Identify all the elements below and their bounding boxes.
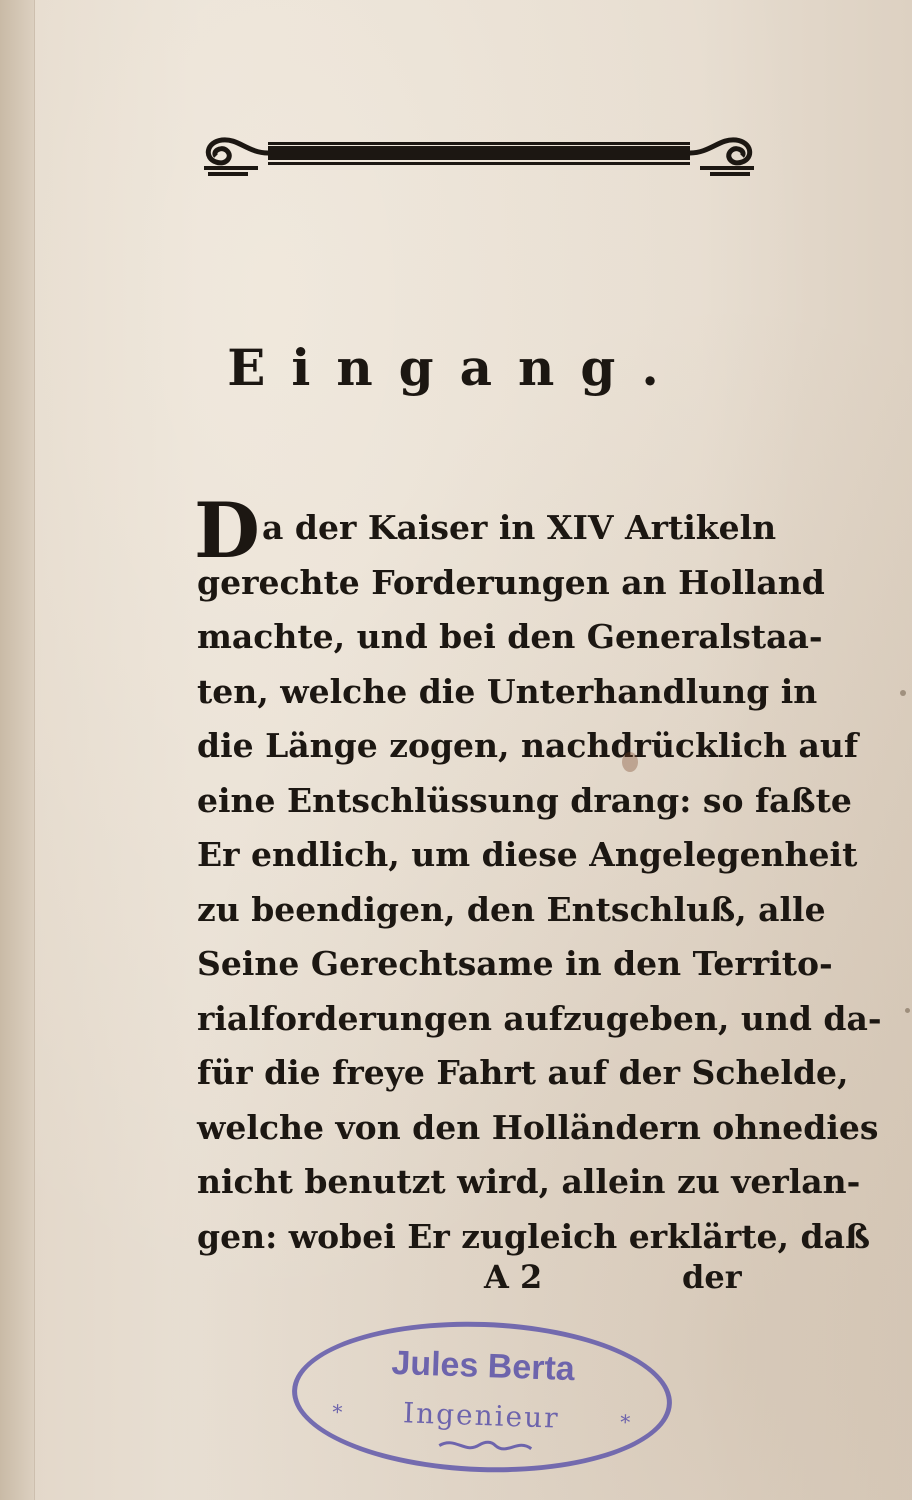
text-line: Er endlich, um diese Angelegenheit bbox=[197, 835, 858, 874]
text-line: ten, welche die Unterhandlung in bbox=[197, 672, 818, 711]
text-line: Seine Gerechtsame in den Territo- bbox=[197, 944, 833, 983]
page-gutter bbox=[0, 0, 35, 1500]
text-line: gerechte Forderungen an Holland bbox=[197, 563, 825, 602]
stamp-flourish-icon bbox=[435, 1433, 536, 1458]
stamp-title: Ingenieur bbox=[402, 1396, 561, 1435]
owner-stamp bbox=[289, 1315, 674, 1478]
text-line: gen: wobei Er zugleich erklärte, daß bbox=[197, 1217, 871, 1256]
text-line: nicht benutzt wird, allein zu verlan- bbox=[197, 1162, 861, 1201]
text-line: welche von den Holländern ohnedies bbox=[197, 1108, 879, 1147]
text-line: zu beendigen, den Entschluß, alle bbox=[197, 890, 826, 929]
text-line: rialforderungen aufzugeben, und da- bbox=[197, 999, 882, 1038]
stamp-star-icon: * bbox=[331, 1399, 343, 1425]
text-line: eine Entschlüssung drang: so faßte bbox=[197, 781, 852, 820]
section-heading: Eingang. bbox=[227, 338, 685, 397]
paper-stain bbox=[622, 752, 638, 772]
signature-mark: A 2 bbox=[484, 1258, 543, 1296]
catchword: der bbox=[682, 1258, 742, 1296]
paper-speck bbox=[900, 690, 906, 696]
text-line: die Länge zogen, nachdrücklich auf bbox=[197, 726, 859, 765]
ornamental-rule bbox=[198, 128, 760, 180]
paper-speck bbox=[905, 1008, 910, 1013]
stamp-name: Jules Berta bbox=[390, 1343, 576, 1389]
drop-cap: D bbox=[194, 486, 260, 575]
text-line: a der Kaiser in XIV Artikeln bbox=[262, 508, 777, 547]
text-line: machte, und bei den Generalstaa- bbox=[197, 617, 823, 656]
stamp-star-icon: * bbox=[619, 1409, 631, 1435]
text-line: für die freye Fahrt auf der Schelde, bbox=[197, 1053, 849, 1092]
